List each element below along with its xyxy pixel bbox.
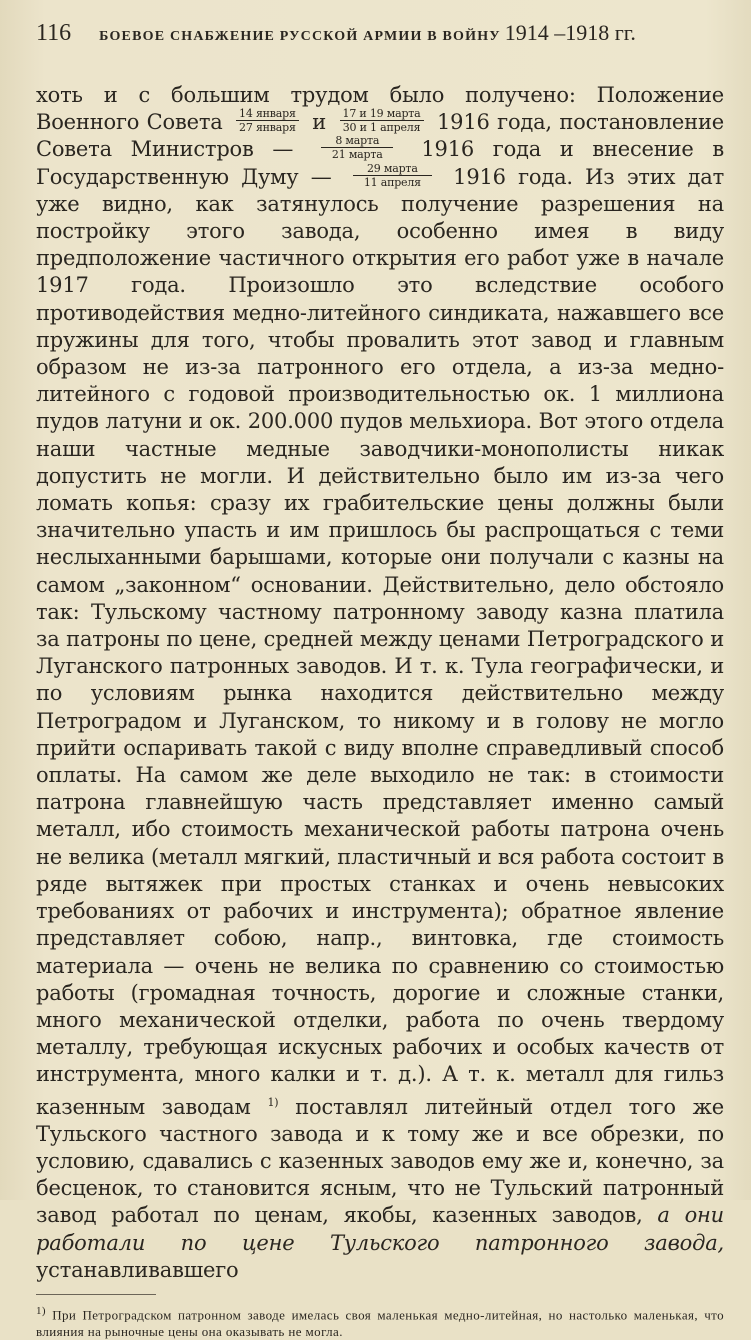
- date-old-style: 8 марта: [321, 134, 393, 148]
- footnote: [36, 1303, 724, 1340]
- date-old-style: 14 января: [236, 107, 299, 121]
- text-segment: устанавливавшего: [36, 1257, 239, 1282]
- text-segment: 1916 года, постановление Совета Министров —: [36, 110, 724, 162]
- text-segment: 1916 года и внесение в Государственную Думу —: [36, 137, 724, 189]
- footnote-divider: [36, 1294, 156, 1295]
- running-head-title: БОЕВОЕ СНАБЖЕНИЕ РУССКОЙ АРМИИ В ВОЙНУ: [99, 29, 501, 44]
- date-old-style: 17 и 19 марта: [340, 107, 424, 121]
- date-fraction: [318, 134, 397, 161]
- text-segment: 1916 года. Из этих дат уже видно, как затянулось получение разрешения на постройку этого завода, особенно имея в виду предположение частичного открытия его работ уже в начале 1917 года. Произошло это вследствие особого противодействия медно-литейного синдиката, нажавшего все пружины для того, чтобы провалить этот завод и главным образом не из-за патронного его отдела, а из-за медно-литейного с годовой производительностью ок. 1 миллиона пудов латуни и ок. 200.000 пудов мельхиора. Вот этого отдела наши частные медные заводчики-монополисты никак допустить не могли. И действительно было им из-за чего ломать копья: сразу их грабительские цены должны были значительно упасть и им пришлось бы распрощаться с теми неслыханными барышами, которые они получали с казны на самом „законном“ основании. Действительно, дело обстояло так: Тульскому частному патронному заводу казна платила за патроны по цене, средней между ценами Петроградского и Луганского патронных заводов. И т. к. Тула географически, и по условиям рынка находится действительно между Петроградом и Луганском, то никому и в голову не могло прийти оспаривать такой с виду вполне справедливый способ оплаты. На самом же деле выходило не так: в стоимости патрона главнейшую часть представляет именно самый металл, ибо стоимость механической работы патрона очень не велика (металл мягкий, пластичный и вся работа состоит в ряде вытяжек при простых станках и очень невысоких требованиях от рабочих и инструмента); обратное явление представляет собою, напр., винтовка, где стоимость материала — очень не велика по сравнению со стоимостью работы (громадная точность, дорогие и сложные станки, много механической отделки, работа по очень твердому металлу, требующая искусных рабочих и особых качеств от инструмента, много калки и т. д.). А т. к. металл для гильз казенным заводам: [36, 164, 724, 1119]
- text-segment: поставлял литейный отдел того же Тульского частного завода и к тому же и все обрезки, по условию, сдавались с казенных заводов ему же и, конечно, за бесценок, то становится ясным, что не Тульский патронный завод работал по ценам, якобы, казенных заводов,: [36, 1094, 724, 1228]
- footnote-text: При Петроградском патронном заводе имелась своя маленькая медно-литейная, но настолько маленькая, что влияния на рыночные цены она оказывать не могла.: [36, 1307, 724, 1340]
- page-number: 116: [36, 20, 72, 46]
- date-fraction: [340, 107, 424, 134]
- running-head: [36, 20, 721, 56]
- text-segment: и: [312, 110, 327, 135]
- date-old-style: 29 марта: [353, 162, 432, 176]
- date-new-style: 27 января: [239, 121, 296, 135]
- date-new-style: 30 и 1 апреля: [342, 121, 421, 135]
- text-segment: хоть и с большим трудом было получено: Положение Военного Совета: [36, 83, 724, 135]
- footnote-reference: 1): [267, 1095, 279, 1109]
- date-new-style: 21 марта: [331, 148, 383, 162]
- italic-emphasis: а они работали по цене Тульского патронного завода,: [36, 1203, 724, 1255]
- date-new-style: 11 апреля: [363, 175, 421, 189]
- running-head-years: 1914 –1918 гг.: [504, 20, 636, 45]
- footnote-mark: 1): [36, 1304, 46, 1317]
- main-text: [36, 82, 724, 1284]
- date-fraction: [236, 107, 299, 134]
- date-fraction: [350, 162, 435, 189]
